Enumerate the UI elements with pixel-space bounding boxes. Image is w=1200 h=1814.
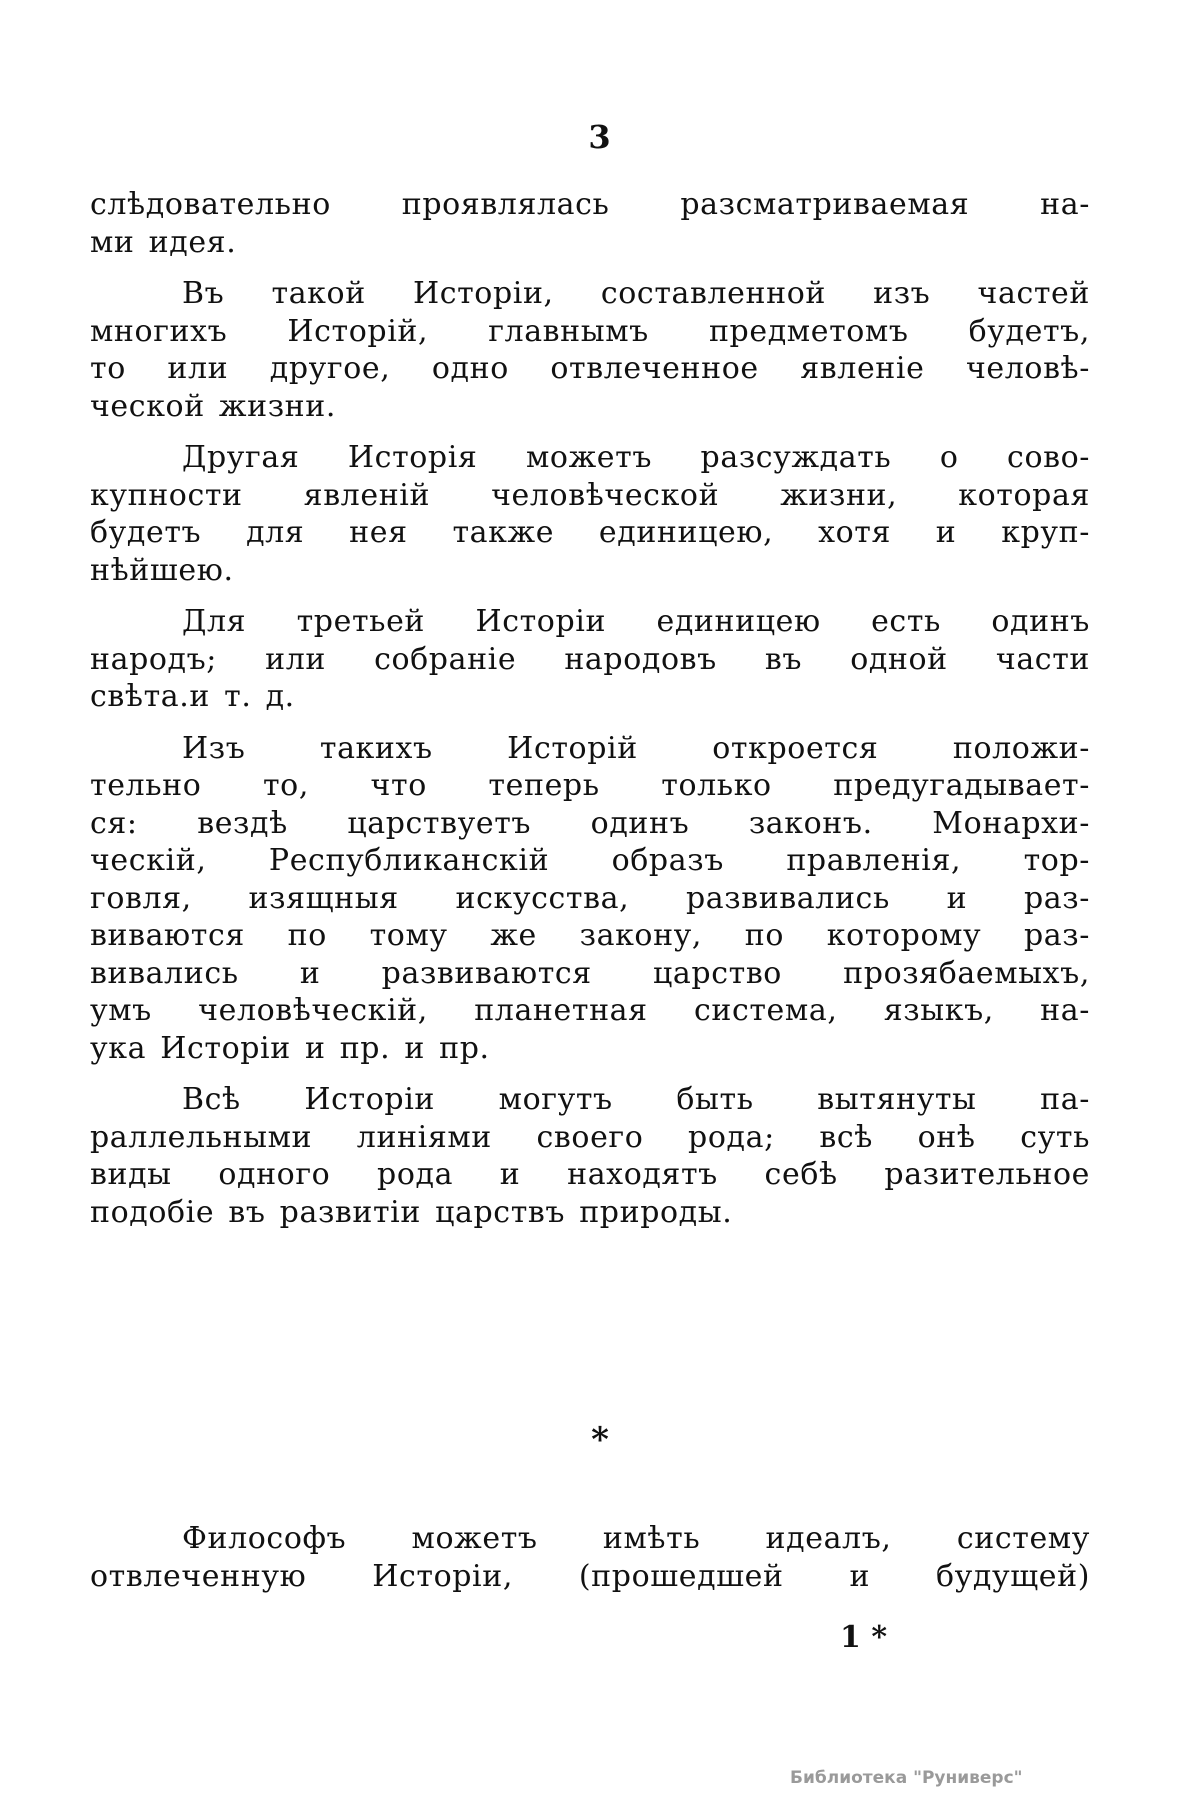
text-line: говля, изящныя искусства, развивались и раз- [90,880,1090,916]
paragraph-5 [90,730,1090,1068]
text-line: многихъ Исторій, главнымъ предметомъ будетъ, [90,313,1090,349]
text-line: подобіе въ развитіи царствъ природы. [90,1194,733,1230]
text-line: виды одного рода и находятъ себѣ разительное [90,1157,1090,1192]
library-watermark: Библиотека "Руниверс" [790,1768,1023,1788]
text-line: Для третьей Исторіи единицею есть одинъ [182,604,1090,639]
text-line: ука Исторіи и пр. и пр. [90,1030,490,1066]
text-line: Другая Исторія можетъ разсуждать о сово- [182,440,1090,475]
text-line: ческой жизни. [90,388,337,424]
text-line: ческій, Республиканскій образъ правленія, тор- [90,843,1090,878]
printer-signature-mark: 1 * [840,1620,888,1655]
text-line: народъ; или собраніе народовъ въ одной части [90,641,1090,677]
text-line: свѣта.и т. д. [90,679,295,714]
text-line: тельно то, что теперь только предугадывает- [90,768,1090,803]
paragraph-6 [90,1081,1090,1231]
text-line: Всѣ Исторіи могутъ быть вытянуты па- [182,1082,1090,1117]
text-line: то или другое, одно отвлеченное явленіе человѣ- [90,351,1090,386]
text-line: раллельными линіями своего рода; всѣ онѣ суть [90,1119,1090,1155]
text-line: слѣдовательно проявлялась разсматриваемая на- [90,187,1090,222]
text-line: виваются по тому же закону, по которому раз- [90,918,1090,953]
final-paragraph [90,1520,1090,1595]
text-line: Въ такой Исторіи, составленной изъ частей [182,276,1090,311]
text-line: ся: вездѣ царствуетъ одинъ законъ. Монархи- [90,805,1090,841]
text-line: умъ человѣческій, планетная система, языкъ, на- [90,993,1090,1028]
paragraph-1 [90,186,1090,261]
text-line: нѣйшею. [90,552,234,588]
section-separator-asterisk: * [591,1420,609,1460]
text-line: ми идея. [90,224,237,260]
text-line: отвлеченную Исторіи, (прошедшей и будущей) [90,1558,1090,1594]
main-text [90,186,1090,1245]
text-line: Изъ такихъ Исторій откроется положи- [182,730,1090,766]
text-line: будетъ для нея также единицею, хотя и круп- [90,515,1090,550]
text-line: купности явленій человѣческой жизни, которая [90,477,1090,513]
page-number: 3 [588,118,612,156]
text-line: вивались и развиваются царство прозябаемыхъ, [90,955,1090,991]
paragraph-2 [90,275,1090,425]
paragraph-4 [90,603,1090,716]
paragraph-3 [90,439,1090,589]
text-line: Философъ можетъ имѣть идеалъ, систему [182,1521,1090,1556]
